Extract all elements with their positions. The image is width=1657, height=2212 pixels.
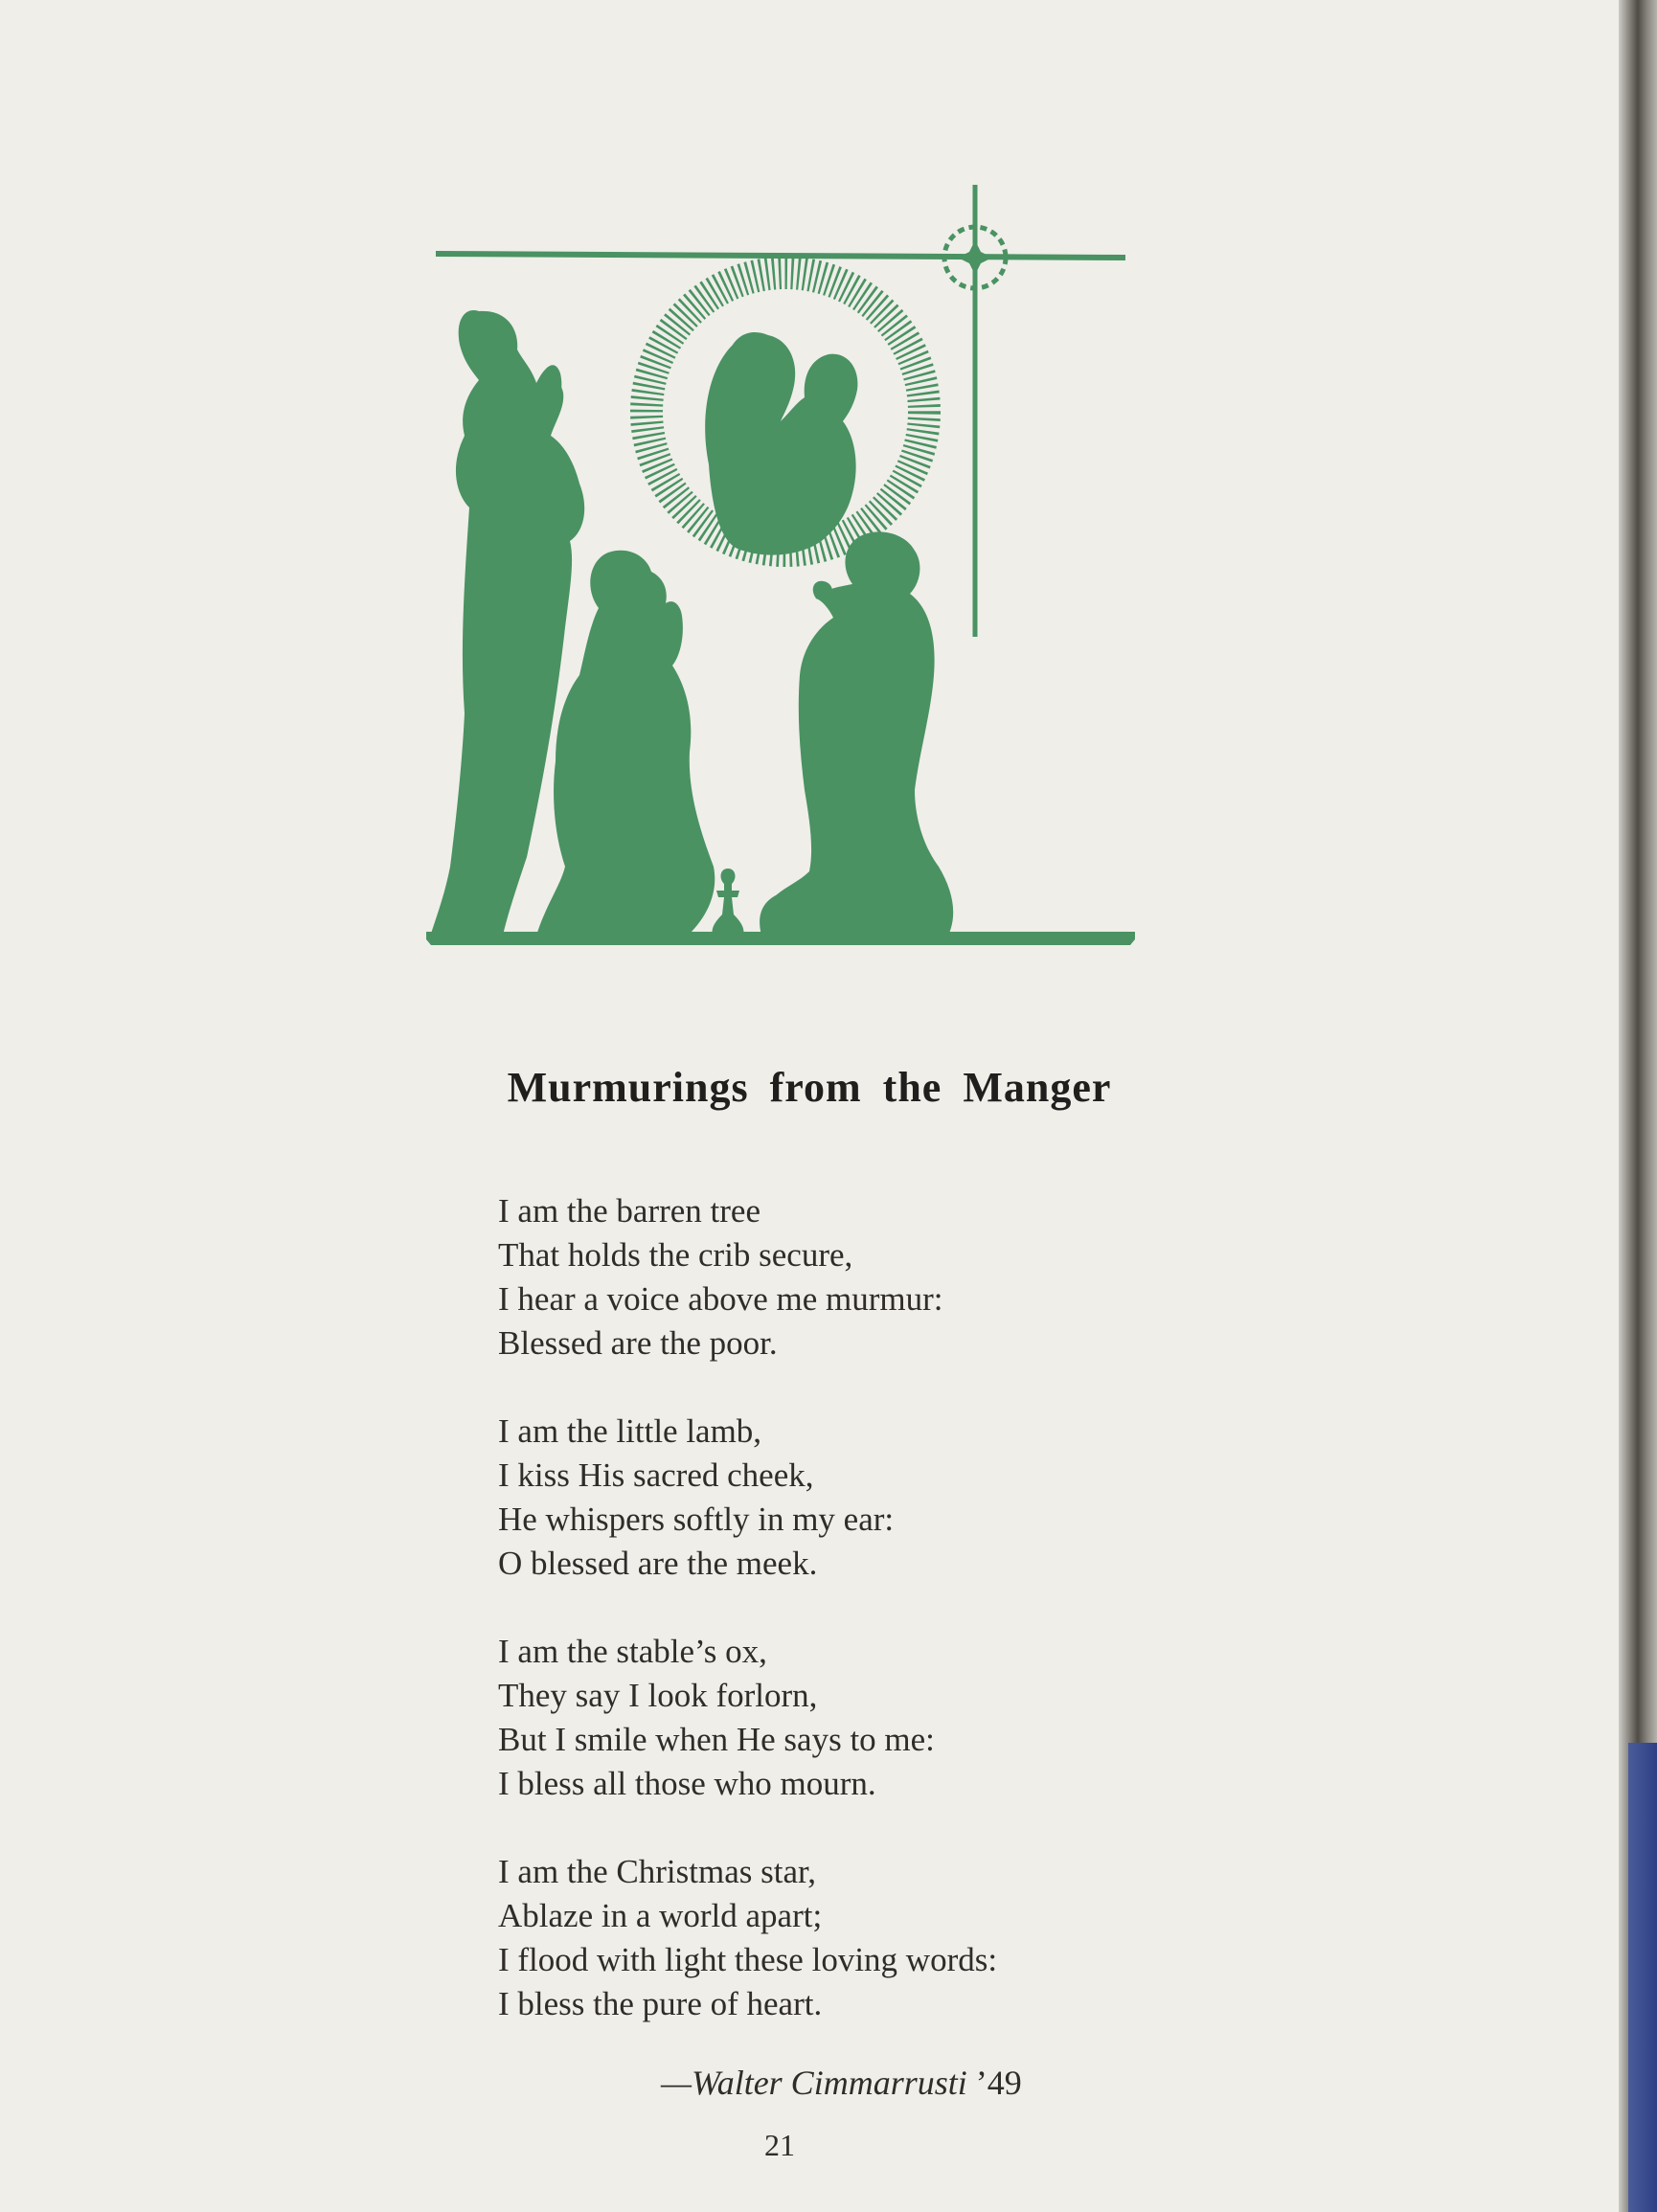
stanza-2: [498, 1410, 997, 1586]
poem-line: I bless all those who mourn.: [498, 1765, 876, 1802]
poem-line: Ablaze in a world apart;: [498, 1897, 823, 1934]
poem-line: He whispers softly in my ear:: [498, 1501, 895, 1538]
poem-body: [498, 1189, 997, 2070]
poem-line: Blessed are the poor.: [498, 1324, 778, 1362]
stanza-1: [498, 1189, 997, 1366]
nativity-silhouette-illustration: [421, 177, 1149, 1015]
binding-blue-edge: [1628, 1743, 1657, 2212]
poem-line: They say I look forlorn,: [498, 1677, 818, 1714]
poem-line: I flood with light these loving words:: [498, 1941, 998, 1978]
page-number: 21: [764, 2128, 795, 2162]
poem-line: I bless the pure of heart.: [498, 1985, 823, 2022]
poem-line: I hear a voice above me murmur:: [498, 1280, 943, 1318]
poem-line: I kiss His sacred cheek,: [498, 1456, 814, 1494]
poem-line: I am the barren tree: [498, 1192, 761, 1230]
stanza-3: [498, 1630, 997, 1806]
poem-title: Murmurings from the Manger: [507, 1064, 1112, 1111]
candle-stand: [712, 869, 743, 936]
author-class-year: ’49: [975, 2064, 1022, 2102]
ground-line: [426, 932, 1135, 939]
poem-line: But I smile when He says to me:: [498, 1721, 935, 1758]
author-name: —Walter Cimmarrusti: [661, 2064, 967, 2102]
poem-line: O blessed are the meek.: [498, 1545, 818, 1582]
poem-line: That holds the crib secure,: [498, 1236, 853, 1274]
poem-line: I am the stable’s ox,: [498, 1633, 767, 1670]
stanza-4: [498, 1850, 997, 2026]
poem-line: I am the Christmas star,: [498, 1853, 817, 1890]
poem-line: I am the little lamb,: [498, 1412, 762, 1450]
author-attribution: [661, 2063, 1022, 2103]
kneeling-worshipper-right: [760, 531, 953, 936]
